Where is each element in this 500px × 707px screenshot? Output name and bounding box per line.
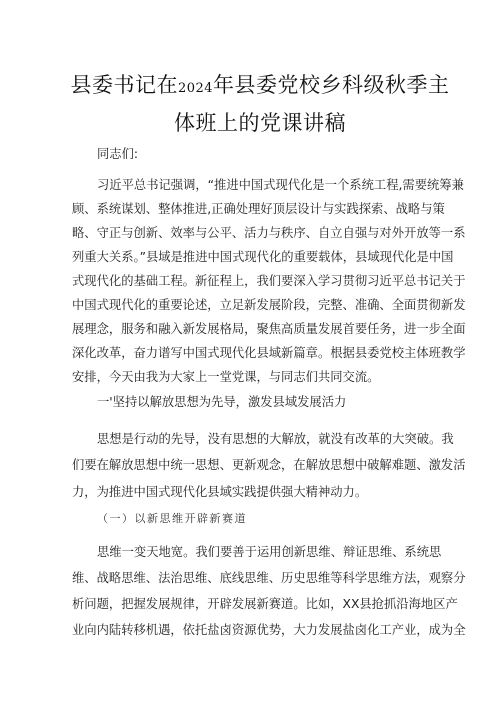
paragraph-line: 力，为推进中国式现代化县域实践提供强大精神动力。 [72,485,368,499]
paragraph-line: 式现代化的基础工程。新征程上，我们要深入学习贯彻习近平总书记关于 [72,274,466,288]
paragraph-line: 习近平总书记强调，“推进中国式现代化是一个系统工程,需要统筹兼 [97,178,464,192]
paragraph-line: 顾、系统谋划、整体推进,正确处理好顶层设计与实践探索、战略与策 [72,202,445,216]
section-heading: 一'坚持以解放思想为先导，激发县域发展活力 [97,395,347,409]
title-text-part: 县委书记在 [70,73,178,97]
document-title-line-1 [60,70,460,104]
paragraph-line: 略、守正与创新、效率与公平、活力与秩序、自立自强与对外开放等一系 [72,226,466,240]
document-title-line-2: 体班上的党课讲稿 [174,111,346,135]
paragraph-line: 深化改革，奋力谱写中国式现代化县域新篇章。根据县委党校主体班教学 [72,346,466,360]
paragraph-line: 业向内陆转移机遇，依托盐卤资源优势，大力发展盐卤化工产业，成为全 [72,623,466,637]
paragraph-line: 中国式现代化的重要论述，立足新发展阶段，完整、准确、全面贯彻新发 [72,298,466,312]
subsection-heading: （一）以新思维开辟新赛道 [97,512,247,525]
paragraph-line: 展理念，服务和融入新发展格局，聚焦高质量发展首要任务，进一步全面 [72,322,466,336]
paragraph-line: 们要在解放思想中统一思想、更新观念，在解放思想中破解难题、激发活 [72,458,466,472]
paragraph-line: 列重大关系。”县域是推进中国式现代化的重要载体，县域现代化是中国 [72,250,454,264]
paragraph-line: 维、战略思维、法治思维、底线思维、历史思维等科学思维方法，观察分 [72,571,466,585]
title-year: 2024 [177,81,214,96]
paragraph-line: 析问题，把握发展规律，开辟发展新赛道。比如，XX县抢抓沿海地区产 [72,597,458,611]
paragraph-line: 思维一变天地宽。我们要善于运用创新思维、辩证思维、系统思 [97,545,442,559]
salutation: 同志们: [97,147,139,161]
paragraph-line: 思想是行动的先导，没有思想的大解放，就没有改革的大突破。我 [97,432,454,446]
title-text-part: 年县委党校乡科级秋季主 [213,73,450,97]
paragraph-line: 安排，今天由我为大家上一堂党课，与同志们共同交流。 [72,370,380,384]
